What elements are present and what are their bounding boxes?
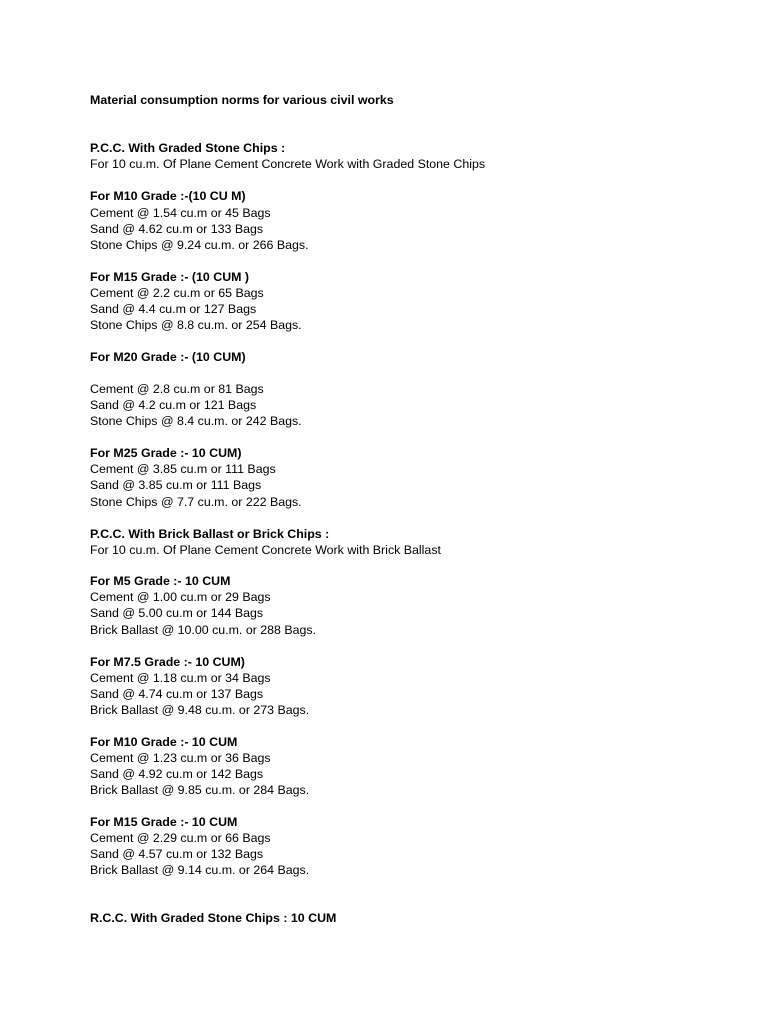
material-line: Stone Chips @ 7.7 cu.m. or 222 Bags. (90, 495, 302, 509)
document-title: Material consumption norms for various civil works (90, 93, 394, 107)
section-heading-pcc-stone: P.C.C. With Graded Stone Chips : (90, 141, 286, 155)
material-line: Stone Chips @ 8.8 cu.m. or 254 Bags. (90, 318, 302, 332)
material-line: Cement @ 3.85 cu.m or 111 Bags (90, 462, 276, 476)
section-description-pcc-stone: For 10 cu.m. Of Plane Cement Concrete Work with Graded Stone Chips (90, 157, 486, 171)
section-heading-pcc-brick: P.C.C. With Brick Ballast or Brick Chips : (90, 527, 330, 541)
material-line: Sand @ 4.57 cu.m or 132 Bags (90, 847, 264, 861)
material-line: Sand @ 4.2 cu.m or 121 Bags (90, 398, 257, 412)
grade-heading: For M25 Grade :- 10 CUM) (90, 446, 242, 460)
material-line: Cement @ 2.29 cu.m or 66 Bags (90, 831, 271, 845)
material-line: Sand @ 5.00 cu.m or 144 Bags (90, 606, 264, 620)
grade-heading: For M10 Grade :- 10 CUM (90, 735, 238, 749)
grade-heading: For M10 Grade :-(10 CU M) (90, 189, 246, 203)
section-description-pcc-brick: For 10 cu.m. Of Plane Cement Concrete Work with Brick Ballast (90, 543, 441, 557)
material-line: Sand @ 3.85 cu.m or 111 Bags (90, 478, 262, 492)
material-line: Brick Ballast @ 9.85 cu.m. or 284 Bags. (90, 783, 310, 797)
grade-heading: For M5 Grade :- 10 CUM (90, 574, 231, 588)
grade-heading: For M20 Grade :- (10 CUM) (90, 350, 246, 364)
material-line: Brick Ballast @ 10.00 cu.m. or 288 Bags. (90, 623, 317, 637)
material-line: Sand @ 4.74 cu.m or 137 Bags (90, 687, 264, 701)
material-line: Cement @ 1.00 cu.m or 29 Bags (90, 590, 271, 604)
material-line: Stone Chips @ 9.24 cu.m. or 266 Bags. (90, 238, 309, 252)
material-line: Brick Ballast @ 9.14 cu.m. or 264 Bags. (90, 863, 310, 877)
material-line: Cement @ 1.54 cu.m or 45 Bags (90, 206, 271, 220)
material-line: Sand @ 4.92 cu.m or 142 Bags (90, 767, 264, 781)
material-line: Brick Ballast @ 9.48 cu.m. or 273 Bags. (90, 703, 310, 717)
material-line: Cement @ 1.18 cu.m or 34 Bags (90, 671, 271, 685)
material-line: Sand @ 4.4 cu.m or 127 Bags (90, 302, 257, 316)
material-line: Sand @ 4.62 cu.m or 133 Bags (90, 222, 264, 236)
material-line: Stone Chips @ 8.4 cu.m. or 242 Bags. (90, 414, 302, 428)
grade-heading: For M15 Grade :- 10 CUM (90, 815, 238, 829)
material-line: Cement @ 2.2 cu.m or 65 Bags (90, 286, 264, 300)
grade-heading: For M7.5 Grade :- 10 CUM) (90, 655, 245, 669)
material-line: Cement @ 1.23 cu.m or 36 Bags (90, 751, 271, 765)
grade-heading: For M15 Grade :- (10 CUM ) (90, 270, 250, 284)
document-page (90, 0, 730, 1024)
section-heading-rcc: R.C.C. With Graded Stone Chips : 10 CUM (90, 911, 337, 925)
material-line: Cement @ 2.8 cu.m or 81 Bags (90, 382, 264, 396)
